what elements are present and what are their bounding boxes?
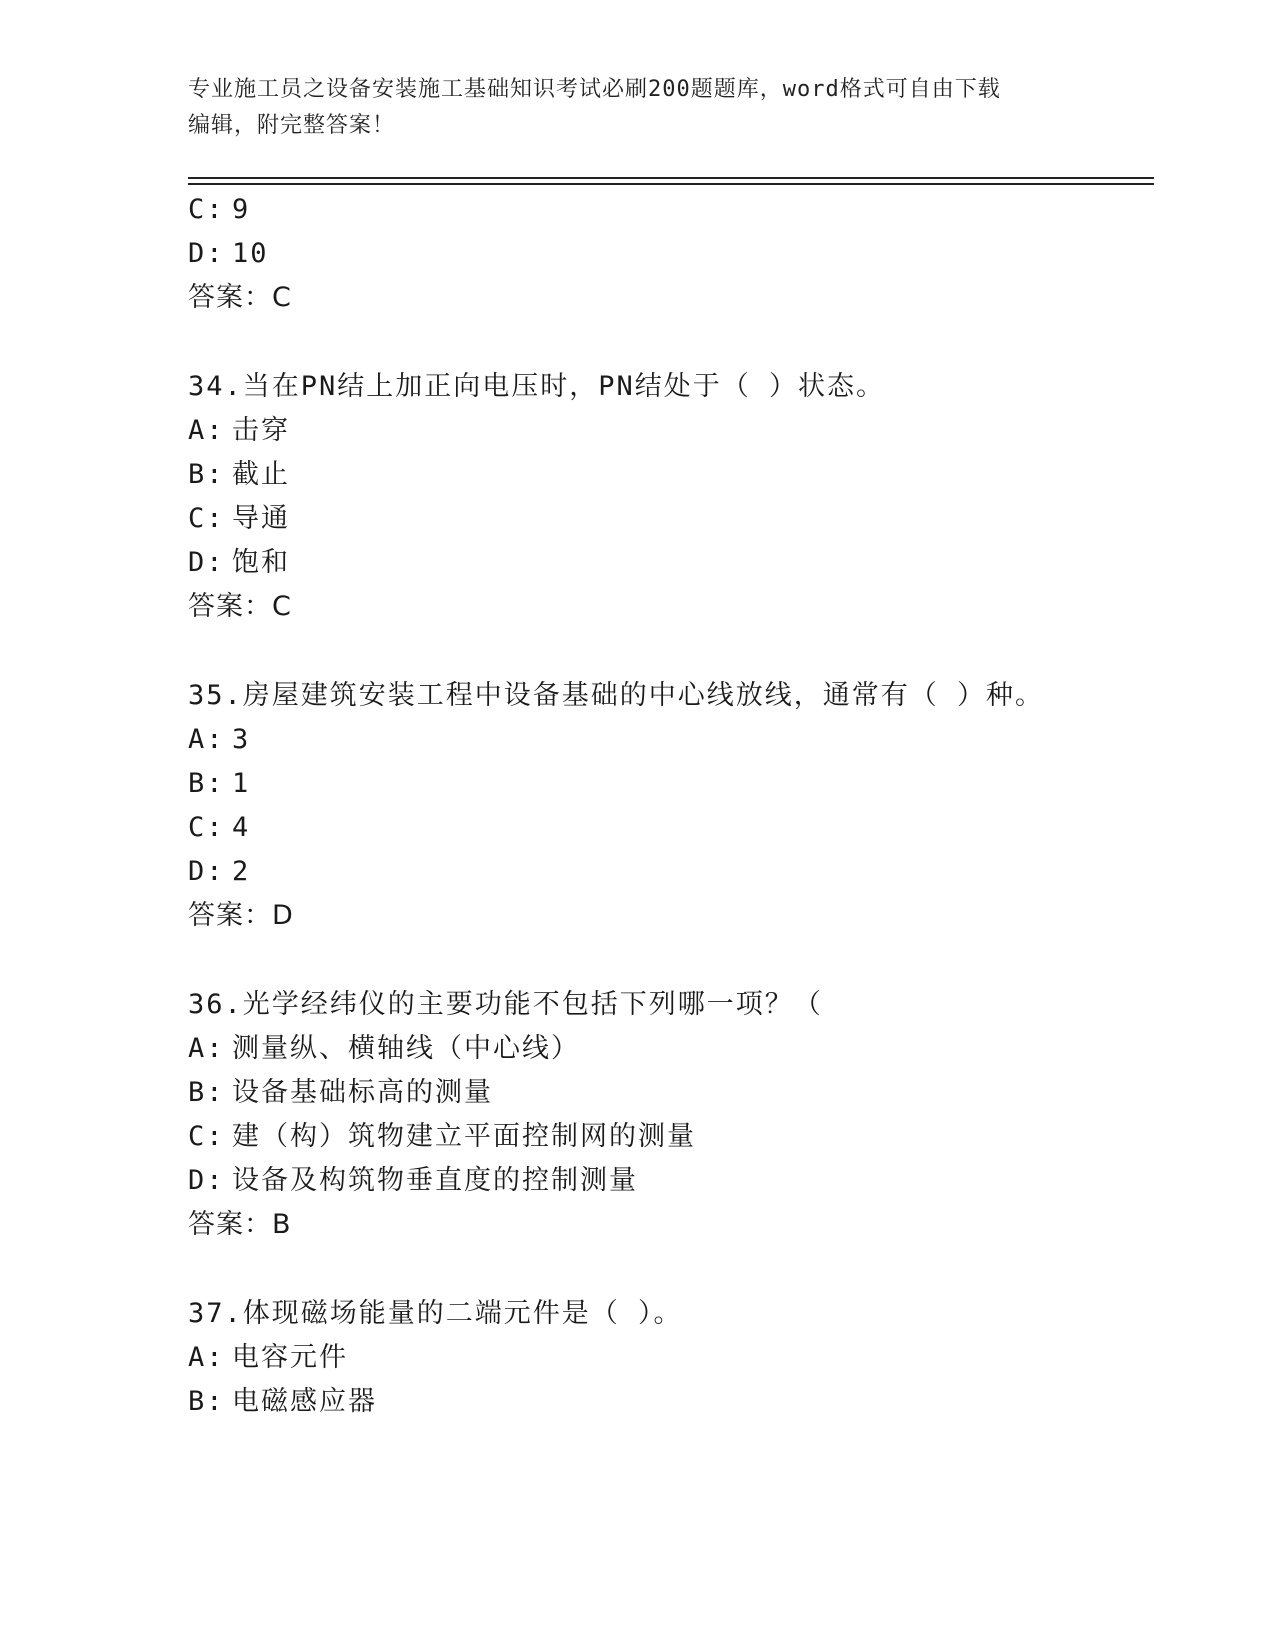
option-c <box>188 193 250 227</box>
option-label: C: <box>188 194 225 225</box>
option-label: C: <box>188 812 225 843</box>
option-d <box>188 855 250 889</box>
option-text: 3 <box>232 724 251 755</box>
option-c <box>188 502 290 536</box>
option-label: A: <box>188 1342 225 1373</box>
option-text: 设备及构筑物垂直度的控制测量 <box>232 1165 638 1196</box>
option-label: B: <box>188 1386 225 1417</box>
option-label: A: <box>188 415 225 446</box>
option-b <box>188 767 250 801</box>
option-label: A: <box>188 1033 225 1064</box>
option-d <box>188 546 290 580</box>
question-stem: 36.光学经纬仪的主要功能不包括下列哪一项？（ <box>188 989 823 1020</box>
document-header <box>188 72 1068 144</box>
option-d <box>188 237 269 271</box>
option-d <box>188 1164 638 1198</box>
option-text: 9 <box>232 194 251 225</box>
header-line-2: 编辑，附完整答案！ <box>188 113 396 138</box>
option-text: 1 <box>232 768 251 799</box>
option-text: 饱和 <box>232 547 290 578</box>
option-text: 电容元件 <box>232 1342 348 1373</box>
option-text: 击穿 <box>232 415 290 446</box>
option-text: 导通 <box>232 503 290 534</box>
option-b <box>188 458 290 492</box>
option-label: C: <box>188 503 225 534</box>
option-label: D: <box>188 238 225 269</box>
option-b <box>188 1385 377 1419</box>
answer: 答案：B <box>188 1209 292 1240</box>
option-label: D: <box>188 856 225 887</box>
option-text: 电磁感应器 <box>232 1386 377 1417</box>
answer: 答案：D <box>188 900 294 931</box>
question-stem: 37.体现磁场能量的二端元件是（ ）。 <box>188 1298 683 1329</box>
option-a <box>188 723 250 757</box>
header-divider-top <box>188 177 1154 179</box>
option-label: B: <box>188 768 225 799</box>
option-label: D: <box>188 547 225 578</box>
option-a <box>188 1032 580 1066</box>
option-b <box>188 1076 493 1110</box>
header-divider-bottom <box>188 183 1154 185</box>
answer: 答案：C <box>188 591 292 622</box>
option-label: B: <box>188 459 225 490</box>
option-text: 设备基础标高的测量 <box>232 1077 493 1108</box>
option-c <box>188 811 250 845</box>
question-stem: 34.当在PN结上加正向电压时，PN结处于（ ）状态。 <box>188 371 886 402</box>
header-line-1: 专业施工员之设备安装施工基础知识考试必刷200题题库，word格式可自由下载 <box>188 77 1001 102</box>
option-c <box>188 1120 696 1154</box>
option-text: 2 <box>232 856 251 887</box>
option-a <box>188 1341 348 1375</box>
option-label: B: <box>188 1077 225 1108</box>
option-a <box>188 414 290 448</box>
option-label: A: <box>188 724 225 755</box>
option-text: 10 <box>232 238 269 269</box>
answer: 答案：C <box>188 282 292 313</box>
option-label: C: <box>188 1121 225 1152</box>
option-text: 测量纵、横轴线（中心线） <box>232 1033 580 1064</box>
question-stem: 35.房屋建筑安装工程中设备基础的中心线放线，通常有（ ）种。 <box>188 680 1045 711</box>
option-text: 截止 <box>232 459 290 490</box>
option-text: 建（构）筑物建立平面控制网的测量 <box>232 1121 696 1152</box>
option-label: D: <box>188 1165 225 1196</box>
option-text: 4 <box>232 812 251 843</box>
